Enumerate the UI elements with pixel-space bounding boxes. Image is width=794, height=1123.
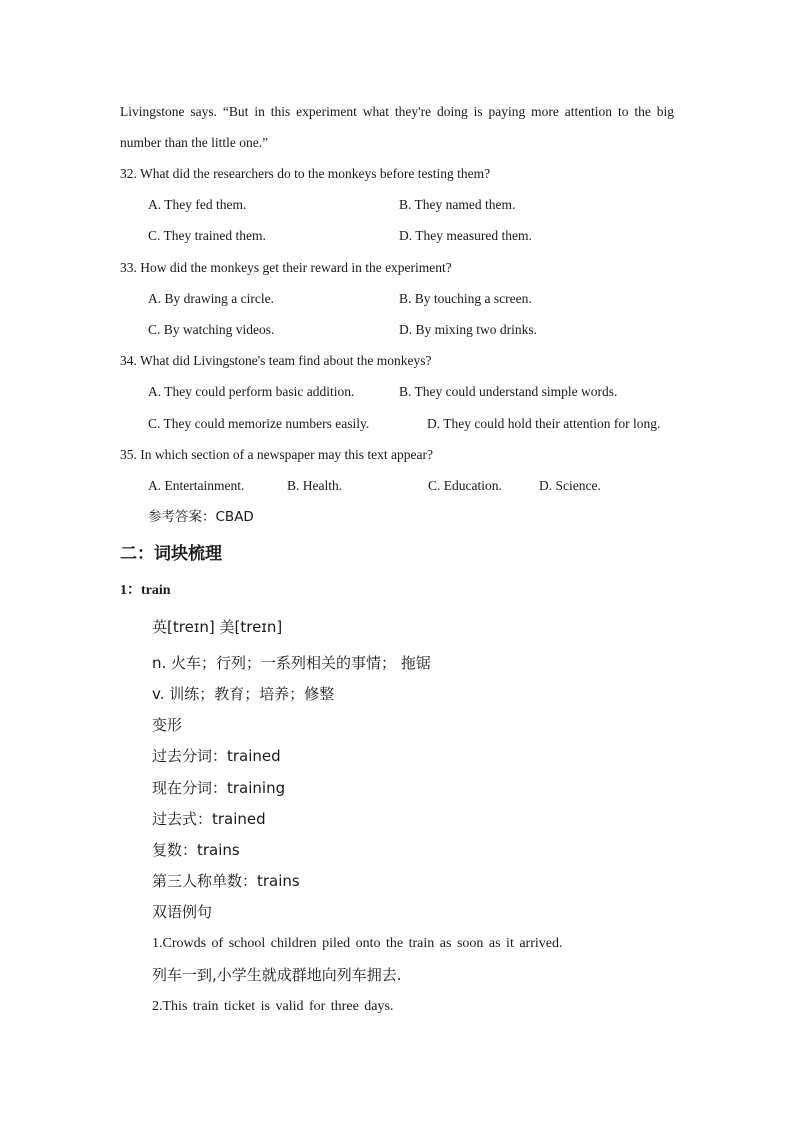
answer-key: 参考答案：CBAD xyxy=(148,509,254,525)
question-35-option-c: C. Education. xyxy=(428,478,502,493)
question-34-option-d: D. They could hold their attention for long. xyxy=(427,416,661,431)
forms-label: 变形 xyxy=(152,716,183,734)
plural: 复数：trains xyxy=(152,841,240,859)
noun-definition: n. 火车；行列；一系列相关的事情； 拖锯 xyxy=(152,654,431,672)
passage-line-2: number than the little one.” xyxy=(120,135,269,150)
examples-label: 双语例句 xyxy=(152,903,213,921)
present-participle: 现在分词：training xyxy=(152,779,286,797)
question-35-option-a: A. Entertainment. xyxy=(148,478,245,493)
word-title: 1：train xyxy=(120,583,171,598)
passage-line-1: Livingstone says. “But in this experiment what they're doing is paying more attention to the big xyxy=(120,104,674,119)
past-participle: 过去分词：trained xyxy=(152,747,281,765)
question-32-stem: 32. What did the researchers do to the monkeys before testing them? xyxy=(120,166,491,181)
question-32-option-c: C. They trained them. xyxy=(148,228,266,243)
question-33-stem: 33. How did the monkeys get their reward in the experiment? xyxy=(120,260,452,275)
question-32-option-a: A. They fed them. xyxy=(148,197,247,212)
question-34-option-c: C. They could memorize numbers easily. xyxy=(148,416,370,431)
question-33-option-d: D. By mixing two drinks. xyxy=(399,322,538,337)
question-35-stem: 35. In which section of a newspaper may this text appear? xyxy=(120,447,434,462)
example-1-english: 1.Crowds of school children piled onto the train as soon as it arrived. xyxy=(152,936,563,951)
question-35-option-d: D. Science. xyxy=(539,478,601,493)
question-33-option-b: B. By touching a screen. xyxy=(399,291,532,306)
question-33-option-a: A. By drawing a circle. xyxy=(148,291,274,306)
third-person-singular: 第三人称单数：trains xyxy=(152,872,300,890)
question-35-option-b: B. Health. xyxy=(287,478,343,493)
example-2-english: 2.This train ticket is valid for three days. xyxy=(152,999,394,1014)
question-34-option-b: B. They could understand simple words. xyxy=(399,384,618,399)
question-34-option-a: A. They could perform basic addition. xyxy=(148,384,355,399)
question-34-stem: 34. What did Livingstone's team find about the monkeys? xyxy=(120,353,432,368)
question-32-option-b: B. They named them. xyxy=(399,197,516,212)
question-32-option-d: D. They measured them. xyxy=(399,228,532,243)
past-tense: 过去式：trained xyxy=(152,810,266,828)
verb-definition: v. 训练；教育；培养；修整 xyxy=(152,685,335,703)
example-1-chinese: 列车一到,小学生就成群地向列车拥去. xyxy=(152,966,402,984)
phonetic: 英[treɪn] 美[treɪn] xyxy=(152,618,283,636)
question-33-option-c: C. By watching videos. xyxy=(148,322,275,337)
section-title: 二：词块梳理 xyxy=(120,544,222,564)
